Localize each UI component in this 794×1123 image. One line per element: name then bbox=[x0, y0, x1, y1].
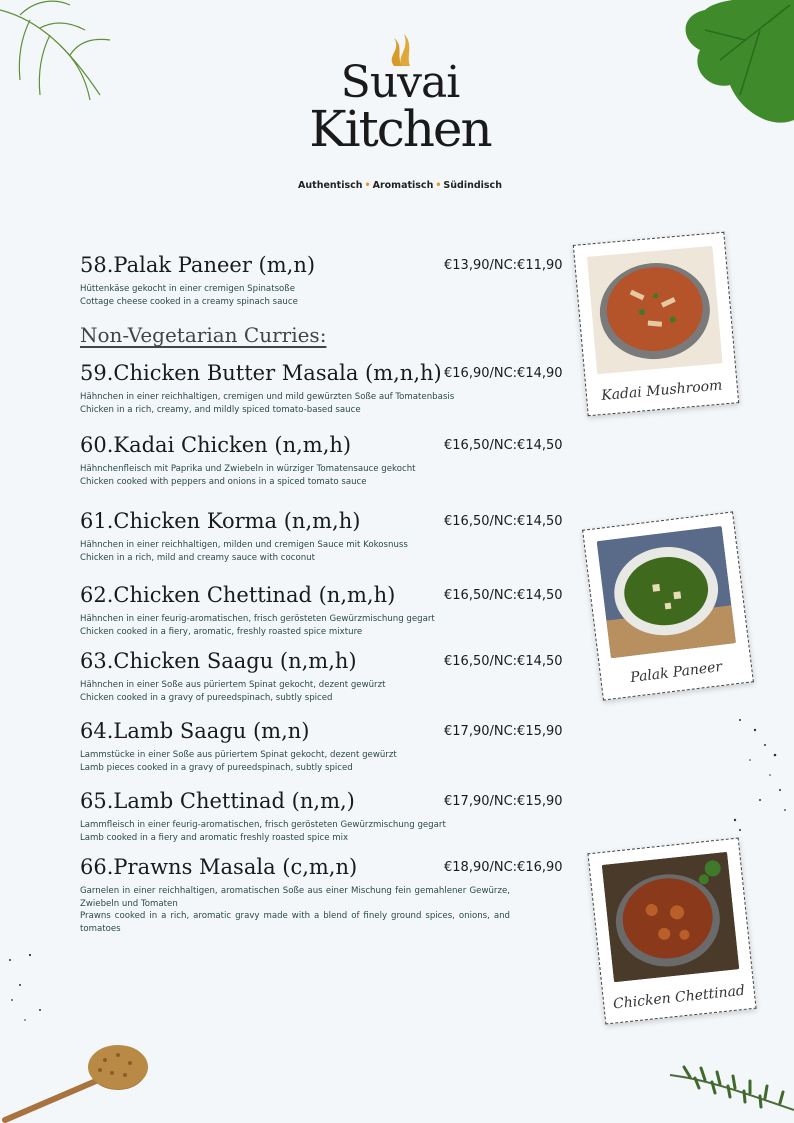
description-german: Hüttenkäse gekocht in einer cremigen Spinatsoße bbox=[80, 284, 296, 294]
dish-name: 58.Palak Paneer (m,n) bbox=[80, 253, 316, 277]
dish-price: €16,50/NC:€14,50 bbox=[444, 438, 563, 453]
description-english: Chicken in a rich, mild and creamy sauce with coconut bbox=[80, 552, 315, 563]
photo-card bbox=[587, 838, 756, 1025]
description-german: Hähnchenfleisch mit Paprika und Zwiebeln in würziger Tomatensauce gekocht bbox=[80, 464, 416, 474]
brand-name-line2: Kitchen bbox=[309, 100, 491, 158]
description-english: Lamb pieces cooked in a gravy of pureedspinach, subtly spiced bbox=[80, 762, 353, 773]
photo-caption: Kadai Mushroom bbox=[600, 377, 724, 405]
spice-specks-left-image bbox=[0, 940, 60, 1030]
tagline-word: Südindisch bbox=[443, 180, 502, 191]
spice-spoon-image bbox=[0, 1025, 160, 1123]
dish-price: €17,90/NC:€15,90 bbox=[444, 724, 563, 739]
photo-caption: Palak Paneer bbox=[629, 658, 723, 687]
parsley-leaf-image bbox=[650, 0, 794, 135]
dish-description bbox=[80, 749, 510, 774]
dish-price: €16,50/NC:€14,50 bbox=[444, 514, 563, 529]
photo-caption: Chicken Chettinad bbox=[612, 982, 746, 1013]
dish-price: €18,90/NC:€16,90 bbox=[444, 860, 563, 875]
description-english: Cottage cheese cooked in a creamy spinach sauce bbox=[80, 296, 298, 307]
section-title: Non-Vegetarian Curries: bbox=[80, 323, 327, 347]
dish-name: 62.Chicken Chettinad (n,m,h) bbox=[80, 583, 396, 607]
dish-name: 63.Chicken Saagu (n,m,h) bbox=[80, 649, 357, 673]
dish-description bbox=[80, 679, 510, 704]
rosemary-image bbox=[660, 1040, 794, 1123]
spice-specks-image bbox=[720, 700, 794, 840]
description-german: Hähnchen in einer feurig-aromatischen, frisch gerösteten Gewürzmischung gegart bbox=[80, 614, 435, 624]
description-german: Lammfleisch in einer feurig-aromatischen, frisch gerösteten Gewürzmischung gegart bbox=[80, 820, 446, 830]
dish-price: €16,50/NC:€14,50 bbox=[444, 654, 563, 669]
dish-description bbox=[80, 391, 510, 416]
description-english: Chicken cooked with peppers and onions in a spiced tomato sauce bbox=[80, 476, 367, 487]
dish-name: 64.Lamb Saagu (m,n) bbox=[80, 719, 310, 743]
dish-photo bbox=[597, 526, 736, 658]
dish-price: €17,90/NC:€15,90 bbox=[444, 794, 563, 809]
description-german: Hähnchen in einer reichhaltigen, cremigen und mild gewürzten Soße auf Tomatenbasis bbox=[80, 392, 455, 402]
dish-name: 65.Lamb Chettinad (n,m,) bbox=[80, 789, 355, 813]
tagline-word: Authentisch bbox=[298, 180, 363, 191]
photo-card bbox=[582, 511, 754, 700]
photo-card bbox=[573, 232, 739, 417]
brand-tagline bbox=[290, 180, 510, 191]
dish-description bbox=[80, 463, 510, 488]
description-english: Chicken in a rich, creamy, and mildly spiced tomato-based sauce bbox=[80, 404, 361, 415]
dish-price: €16,50/NC:€14,50 bbox=[444, 588, 563, 603]
dish-name: 60.Kadai Chicken (n,m,h) bbox=[80, 433, 352, 457]
dill-herb-image bbox=[0, 0, 120, 110]
dish-photo bbox=[587, 246, 723, 375]
dish-name: 59.Chicken Butter Masala (m,n,h) bbox=[80, 361, 442, 385]
dish-price: €13,90/NC:€11,90 bbox=[444, 258, 563, 273]
dish-photo bbox=[602, 852, 740, 983]
dish-name: 66.Prawns Masala (c,m,n) bbox=[80, 855, 358, 879]
brand-logo bbox=[300, 28, 500, 158]
brand-name-line1: Suvai bbox=[340, 57, 460, 108]
dish-name: 61.Chicken Korma (n,m,h) bbox=[80, 509, 361, 533]
description-english: Prawns cooked in a rich, aromatic gravy made with a blend of finely ground spices, onions, and tomatoes bbox=[80, 911, 510, 934]
dish-description bbox=[80, 819, 510, 844]
description-english: Chicken cooked in a fiery, aromatic, freshly roasted spice mixture bbox=[80, 626, 363, 637]
dish-description bbox=[80, 613, 510, 638]
dish-description bbox=[80, 539, 510, 564]
description-english: Chicken cooked in a gravy of pureedspinach, subtly spiced bbox=[80, 692, 333, 703]
tagline-separator: • bbox=[435, 180, 442, 191]
tagline-word: Aromatisch bbox=[372, 180, 434, 191]
description-german: Lammstücke in einer Soße aus püriertem Spinat gekocht, dezent gewürzt bbox=[80, 750, 397, 760]
description-english: Lamb cooked in a fiery and aromatic freshly roasted spice mix bbox=[80, 832, 349, 843]
dish-description bbox=[80, 885, 510, 935]
description-german: Hähnchen in einer Soße aus püriertem Spinat gekocht, dezent gewürzt bbox=[80, 680, 386, 690]
dish-price: €16,90/NC:€14,90 bbox=[444, 366, 563, 381]
description-german: Hähnchen in einer reichhaltigen, milden und cremigen Sauce mit Kokosnuss bbox=[80, 540, 408, 550]
dish-description bbox=[80, 283, 510, 308]
description-german: Garnelen in einer reichhaltigen, aromatischen Soße aus einer Mischung fein gemahlener Gewürze, Zwiebeln und Tomaten bbox=[80, 886, 510, 909]
tagline-separator: • bbox=[364, 180, 371, 191]
